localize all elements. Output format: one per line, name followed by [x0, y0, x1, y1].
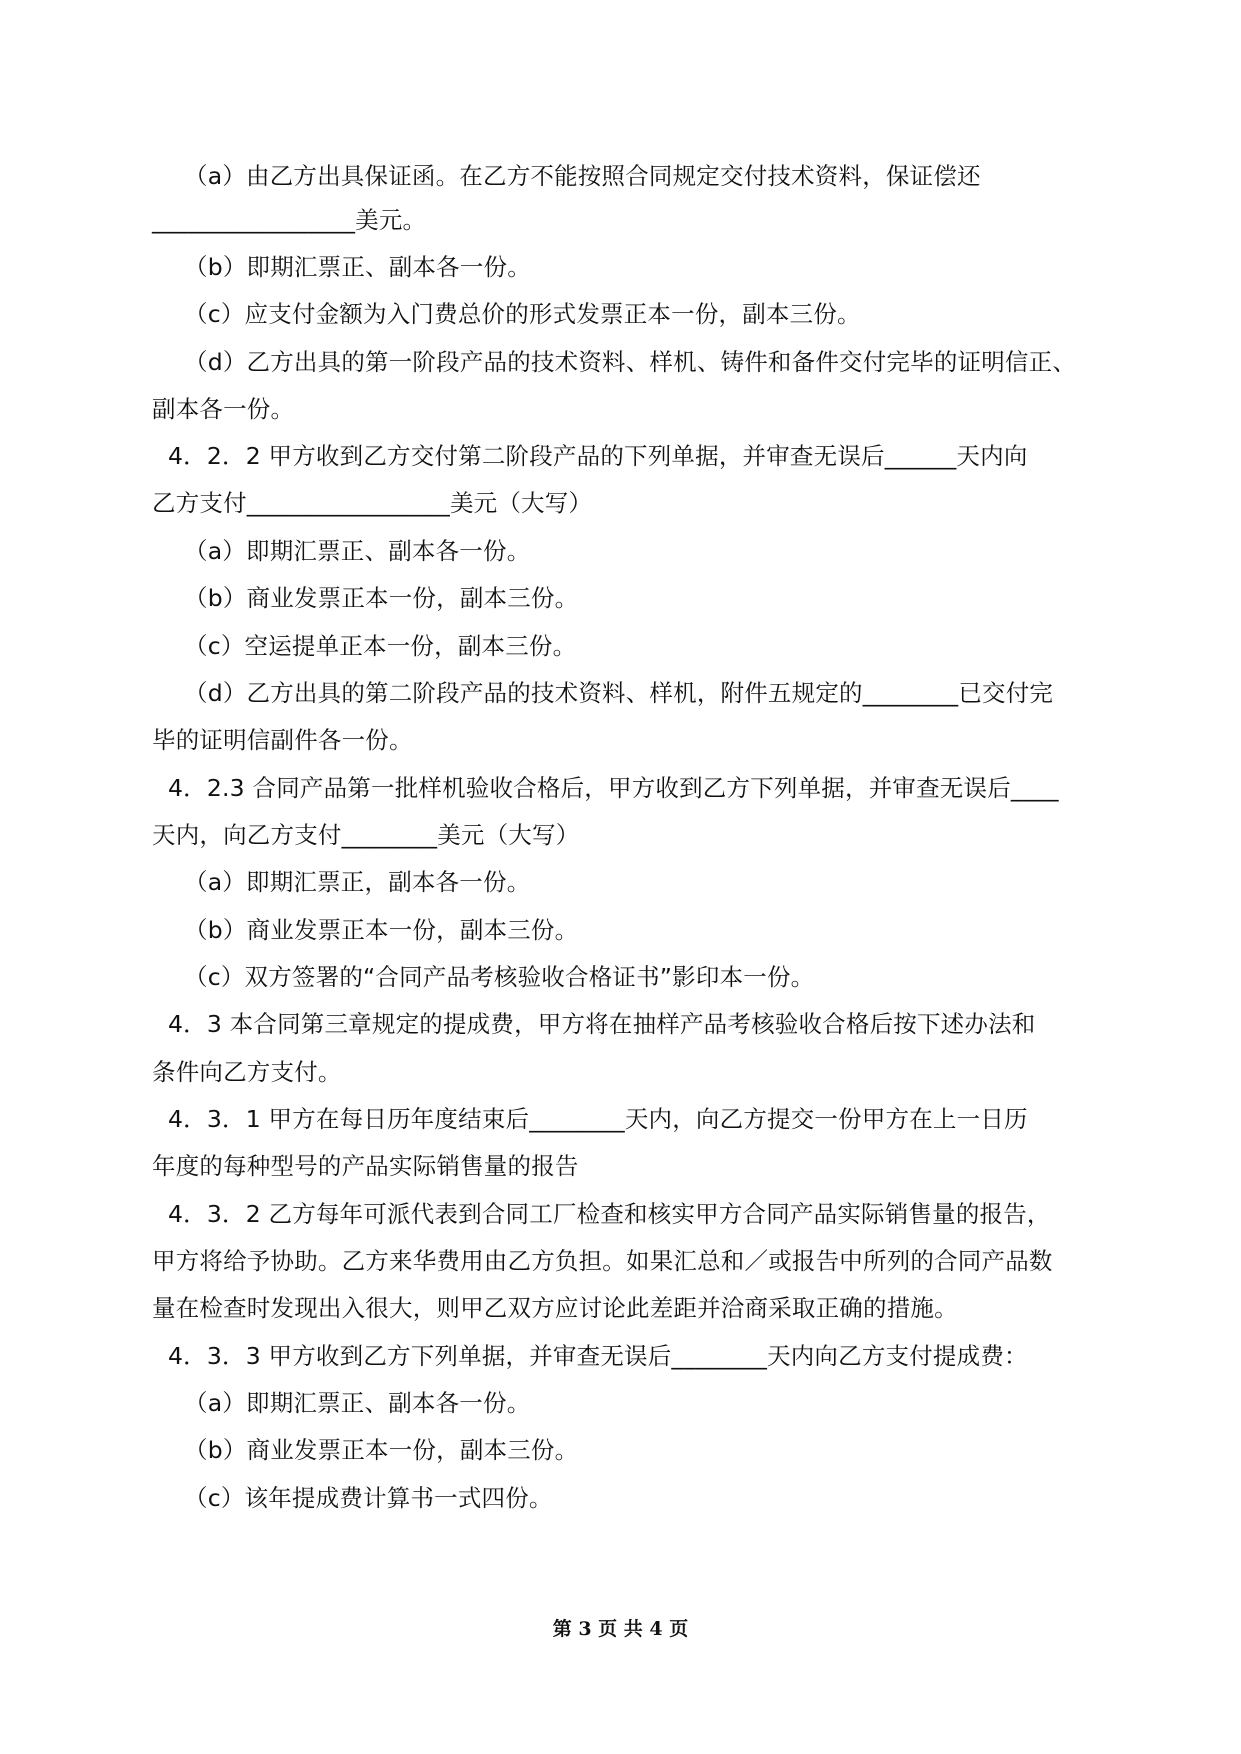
text-line: （a）即期汇票正，副本各一份。	[184, 868, 531, 896]
text-line: 4．3．1 甲方在每日历年度结束后________天内，向乙方提交一份甲方在上一日历	[168, 1105, 1028, 1133]
text-line: （b）商业发票正本一份，副本三份。	[184, 584, 579, 612]
text-line: 4．3．3 甲方收到乙方下列单据，并审查无误后________天内向乙方支付提成费：	[168, 1342, 1028, 1370]
text-line: （d）乙方出具的第二阶段产品的技术资料、样机，附件五规定的________已交付完	[184, 679, 1054, 707]
text-line: 年度的每种型号的产品实际销售量的报告	[152, 1152, 579, 1180]
text-line: 甲方将给予协助。乙方来华费用由乙方负担。如果汇总和／或报告中所列的合同产品数	[152, 1247, 1053, 1275]
text-line: （c）空运提单正本一份，副本三份。	[184, 632, 577, 660]
text-line: 乙方支付_________________美元（大写）	[152, 489, 593, 517]
text-line: 副本各一份。	[152, 395, 295, 423]
text-line: （c）双方签署的“合同产品考核验收合格证书”影印本一份。	[184, 963, 815, 991]
text-line: （d）乙方出具的第一阶段产品的技术资料、样机、铸件和备件交付完毕的证明信正、	[184, 348, 1077, 376]
text-line: 4．3．2 乙方每年可派代表到合同工厂检查和核实甲方合同产品实际销售量的报告，	[168, 1200, 1051, 1228]
text-line: （b）商业发票正本一份，副本三份。	[184, 1436, 579, 1464]
text-line: （a）即期汇票正、副本各一份。	[184, 1389, 531, 1417]
text-line: 量在检查时发现出入很大，则甲乙双方应讨论此差距并洽商采取正确的措施。	[152, 1294, 958, 1322]
text-line: （b）商业发票正本一份，副本三份。	[184, 916, 579, 944]
page-footer: 第 3 页 共 4 页	[552, 1618, 689, 1640]
text-line: （c）该年提成费计算书一式四份。	[184, 1484, 553, 1512]
text-line: 条件向乙方支付。	[152, 1058, 342, 1086]
text-line: （b）即期汇票正、副本各一份。	[184, 253, 531, 281]
text-line: 4．2．2 甲方收到乙方交付第二阶段产品的下列单据，并审查无误后______天内向	[168, 442, 1028, 470]
text-line: 4．2.3 合同产品第一批样机验收合格后，甲方收到乙方下列单据，并审查无误后____	[168, 774, 1059, 802]
text-line: 毕的证明信副件各一份。	[152, 726, 413, 754]
text-line: 4．3 本合同第三章规定的提成费，甲方将在抽样产品考核验收合格后按下述办法和	[168, 1010, 1036, 1038]
text-line: （a）即期汇票正、副本各一份。	[184, 537, 531, 565]
text-line: 天内，向乙方支付________美元（大写）	[152, 821, 580, 849]
text-line: _________________美元。	[152, 206, 427, 234]
text-line: （a）由乙方出具保证函。在乙方不能按照合同规定交付技术资料，保证偿还	[184, 162, 981, 190]
text-line: （c）应支付金额为入门费总价的形式发票正本一份，副本三份。	[184, 300, 861, 328]
